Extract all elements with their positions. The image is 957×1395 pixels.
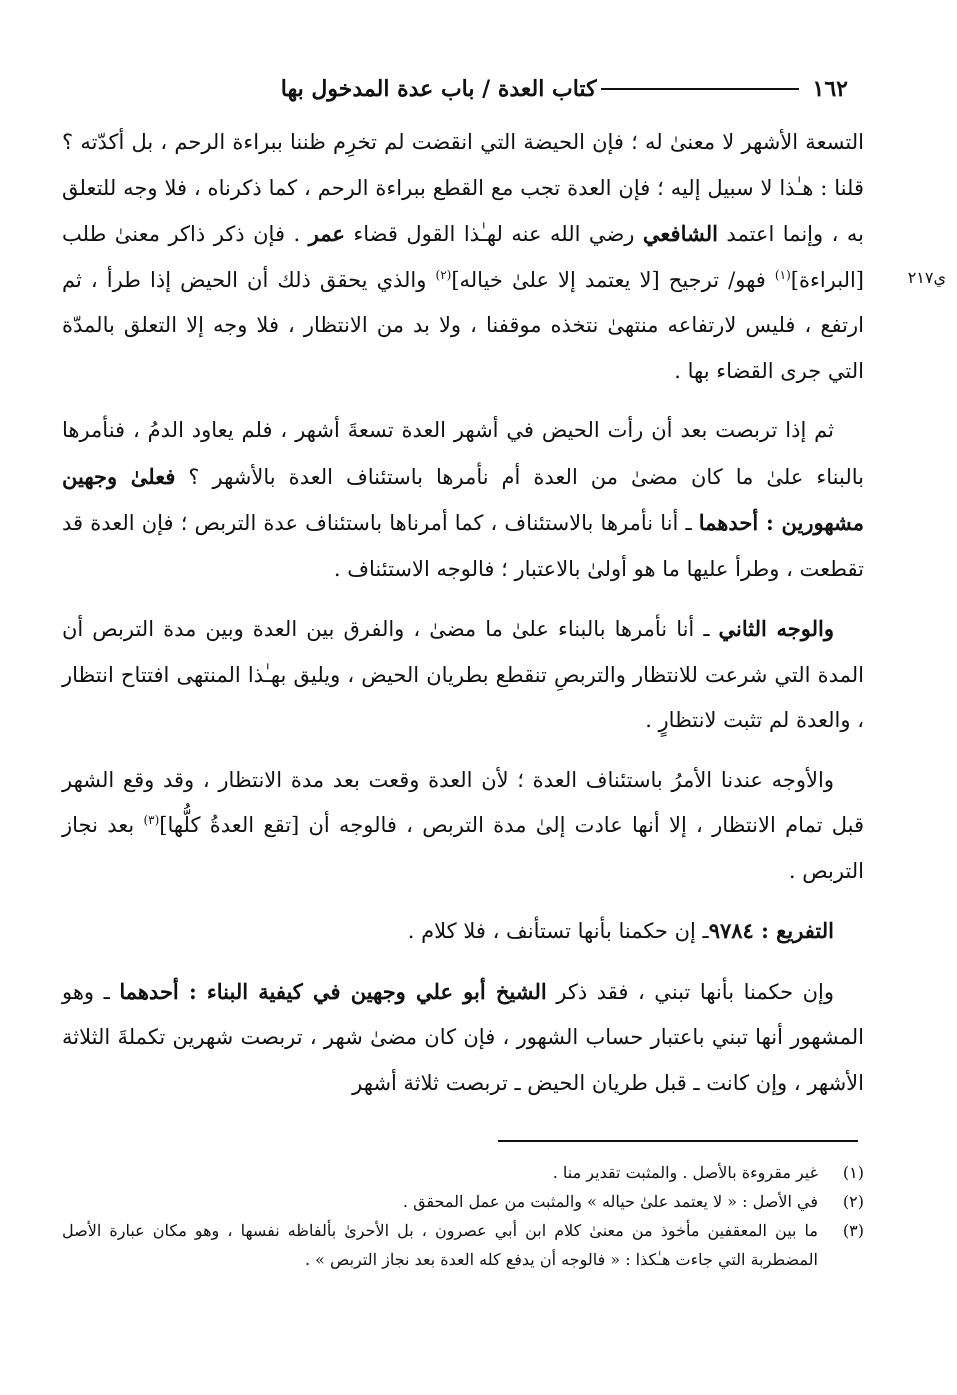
- footnote-number: (٢): [842, 1192, 864, 1211]
- main-text: [62, 120, 864, 1120]
- footnote-number: (٣): [842, 1221, 864, 1240]
- running-title: كتاب العدة / باب عدة المدخول بها: [280, 76, 597, 102]
- page-number: ١٦٢: [812, 76, 848, 102]
- footnote-3: [62, 1216, 864, 1274]
- bold-phrase: فعلىٰ وجهين مشهورين : أحدهما: [62, 463, 865, 535]
- section-heading: التفريع : ٩٧٨٤: [708, 918, 834, 943]
- text-run: فهو/ ترجيح [لا يعتمد إلا علىٰ خياله]: [451, 267, 775, 292]
- footnote-text: ما بين المعقفين مأخوذ من معنىٰ كلام ابن أبي عصرون ، بل الأحرىٰ بألفاظه نفسها ، وهو مكان عبارة الأصل المضطربة التي جاءت هـٰكذا : « فالوجه أن يدفع كله العدة بعد نجاز التربص » .: [62, 1221, 818, 1269]
- text-run: ـ إن حكمنا بأنها تستأنف ، فلا كلام .: [407, 919, 709, 943]
- paragraph-6: [62, 969, 864, 1107]
- footnote-2: [62, 1187, 864, 1216]
- bold-name: عمر: [308, 221, 345, 246]
- paragraph-3: [62, 606, 864, 744]
- text-run: بعد نجاز التربص .: [62, 813, 864, 883]
- text-run: ـ أنا نأمرها بالبناء علىٰ ما مضىٰ ، والفرق بين العدة وبين مدة التربص أن المدة التي شرعت للانتظار والتربصِ تنقطع بطريان الحيض ، ويليق بهـٰذا المنتهى افتتاح انتظار ، والعدة لم تثبت لانتظارٍ .: [62, 617, 864, 732]
- footnote-ref[interactable]: (٣): [143, 813, 160, 827]
- paragraph-2: [62, 408, 864, 592]
- text-run: والذي يحقق ذلك أن الحيض إذا طرأ ، ثم ارتفع ، فليس لارتفاعه منتهىٰ نتخذه موقفنا ، ولا بد من الانتظار ، فلا وجه إلا التعلق بالمدّة التي جرى القضاء بها .: [62, 267, 864, 383]
- text-run: وإن حكمنا بأنها تبني ، فقد ذكر: [546, 979, 834, 1004]
- margin-page-reference: ي٢١٧: [907, 268, 946, 287]
- header-rule: [601, 88, 799, 90]
- footnote-ref[interactable]: (٢): [435, 267, 452, 282]
- paragraph-5: [62, 908, 864, 955]
- bold-phrase: والوجه الثاني: [718, 616, 834, 641]
- footnote-1: [62, 1158, 864, 1187]
- text-run: ـ وهو المشهور أنها تبني باعتبار حساب الشهور ، فإن كان مضىٰ شهر ، تربصت شهرين تكملةَ الثلاثة الأشهر ، وإن كانت ـ قبل طريان الحيض ـ تربصت ثلاثة أشهر: [62, 979, 864, 1095]
- text-run: ثم إذا تربصت بعد أن رأت الحيض في أشهر العدة تسعةَ أشهر ، فلم يعاود الدمُ ، فنأمرها بالبناء علىٰ ما كان مضىٰ من العدة أم نأمرها باستئناف العدة بالأشهر ؟: [62, 418, 864, 489]
- footnote-number: (١): [842, 1163, 864, 1182]
- footnote-text: غير مقروءة بالأصل . والمثبت تقدير منا .: [552, 1163, 818, 1182]
- text-run: والأوجه عندنا الأمرُ باستئناف العدة ؛ لأن العدة وقعت بعد مدة الانتظار ، وقد وقع الشهر قبل تمام الانتظار ، إلا أنها عادت إلىٰ مدة التربص ، فالوجه أن [تقع العدةُ كلُّها]: [62, 767, 865, 837]
- text-run: رضي الله عنه لهـٰذا القول قضاء: [344, 222, 643, 246]
- page-header: [62, 72, 848, 106]
- text-run: . فإن ذكر ذاكر معنىٰ طلب [البراءة]: [62, 222, 865, 292]
- bold-phrase: الشيخ أبو علي وجهين في كيفية البناء : أحدهما: [119, 978, 547, 1004]
- text-run: التسعة الأشهر لا معنىٰ له ؛ فإن الحيضة التي انقضت لم تخرِم ظننا ببراءة الرحم ، بل أكدّته ؟ قلنا : هـٰذا لا سبيل إليه ؛ فإن العدة تجب مع القطع ببراءة الرحم ، كما ذكرناه ، فلا وجه للتعلق به ، وإنما اعتمد: [62, 130, 865, 246]
- text-run: ـ أنا نأمرها بالاستئناف ، كما أمرناها باستئناف عدة التربص ؛ فإن العدة قد تقطعت ، وطرأ عليها ما هو أولىٰ بالاعتبار ؛ فالوجه الاستئناف .: [62, 511, 864, 581]
- paragraph-4: [62, 758, 864, 895]
- footnotes: [62, 1158, 864, 1274]
- footnote-text: في الأصل : « لا يعتمد علىٰ حياله » والمثبت من عمل المحقق .: [402, 1192, 818, 1211]
- footnote-separator: [498, 1140, 858, 1142]
- footnote-ref[interactable]: (١): [774, 267, 791, 282]
- bold-name: الشافعي: [642, 221, 718, 246]
- paragraph-1: [62, 120, 864, 394]
